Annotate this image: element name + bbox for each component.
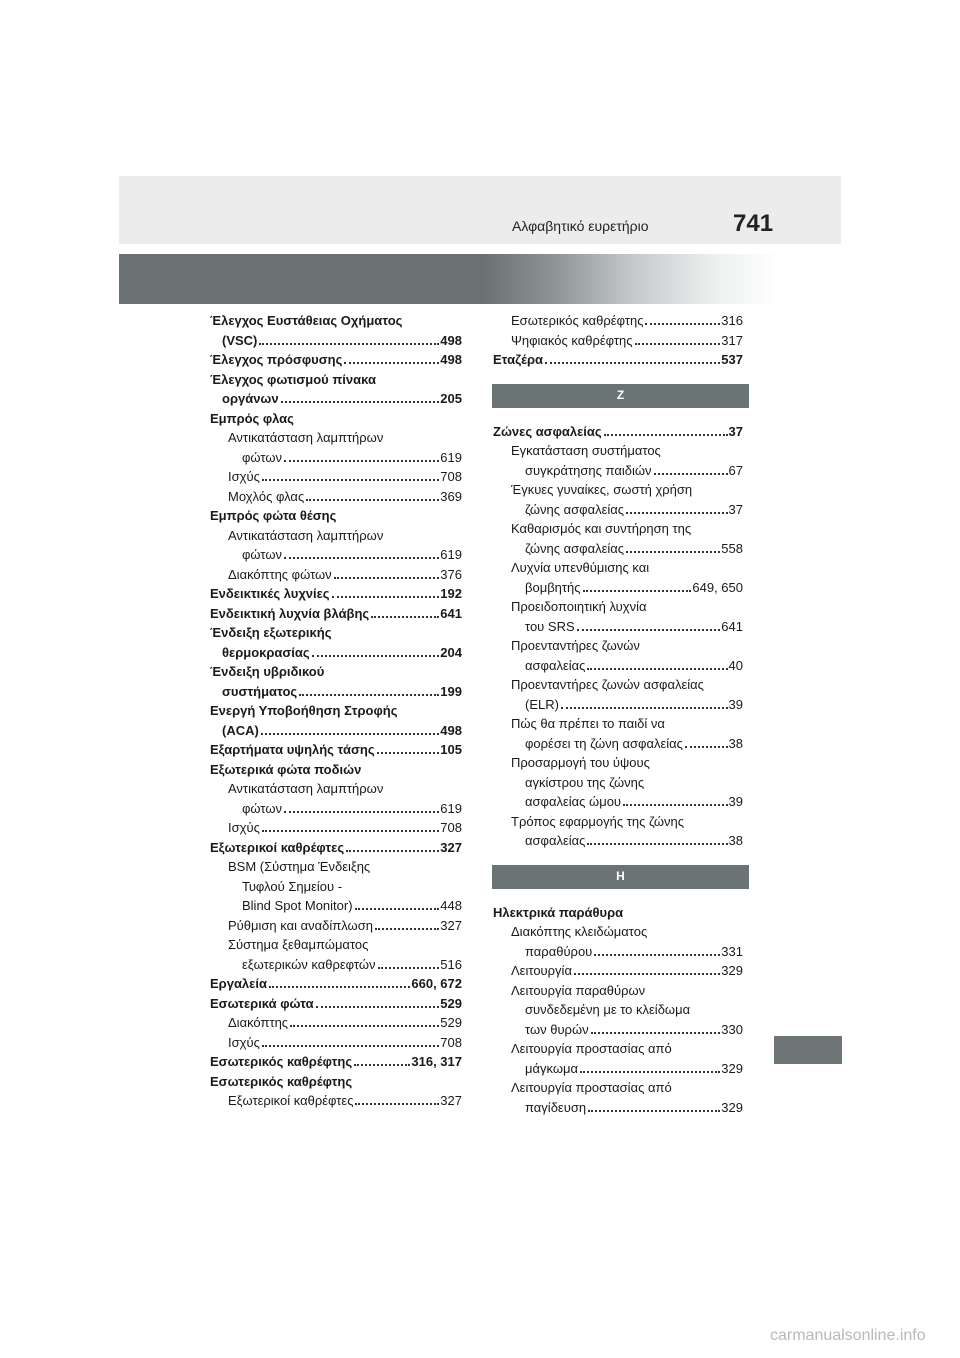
entry-text: φορέσει τη ζώνη ασφαλείας xyxy=(525,734,684,754)
dot-leader xyxy=(355,908,440,910)
page-ref: 529 xyxy=(440,1015,462,1030)
entry-text: Ψηφιακός καθρέφτης xyxy=(511,331,634,351)
entry-text: μάγκωμα xyxy=(525,1059,579,1079)
dot-leader xyxy=(281,401,440,403)
page-ref: 105 xyxy=(440,742,462,757)
index-subentry xyxy=(210,1091,462,1111)
entry-text: Διακόπτης xyxy=(228,1013,289,1033)
entry-text: ασφαλείας ώμου xyxy=(525,792,622,812)
entry-text: συστήματος xyxy=(222,682,298,702)
index-entry xyxy=(210,838,462,858)
dot-leader xyxy=(261,733,439,735)
entry-text: φώτων xyxy=(242,545,283,565)
entry-text: Λυχνία υπενθύμισης και xyxy=(511,560,650,575)
page-ref: 330 xyxy=(721,1021,743,1037)
entry-text: Τρόπος εφαρμογής της ζώνης xyxy=(511,813,684,829)
index-subentry xyxy=(493,1039,743,1078)
page-ref: 329 xyxy=(721,1060,743,1076)
entry-text: Εσωτερικός καθρέφτης xyxy=(511,311,644,331)
page-ref: 529 xyxy=(440,995,462,1011)
index-subentry xyxy=(493,981,743,1040)
page-ref: 37 xyxy=(728,423,743,439)
entry-text: Εμπρός φλας xyxy=(210,410,294,426)
index-entry xyxy=(210,409,462,429)
dot-leader xyxy=(587,843,727,845)
entry-text: Ισχύς xyxy=(228,818,261,838)
index-subentry xyxy=(210,565,462,585)
index-entry xyxy=(493,903,743,923)
entry-text: Ισχύς xyxy=(228,1033,261,1053)
page-ref: 498 xyxy=(440,722,462,738)
entry-text: Ένδειξη εξωτερικής xyxy=(210,625,332,640)
dot-leader xyxy=(626,551,720,553)
entry-text: Σύστημα ξεθαμπώματος xyxy=(228,937,369,952)
index-subentry xyxy=(493,558,743,597)
entry-text: (ACA) xyxy=(222,721,260,741)
entry-text: Έλεγχος Ευστάθειας Οχήματος xyxy=(210,313,403,328)
entry-text: Τυφλού Σημείου - xyxy=(242,878,343,894)
index-subentry xyxy=(210,526,462,565)
entry-text: βομβητής xyxy=(525,578,582,598)
dot-leader xyxy=(316,1006,440,1008)
index-subentry xyxy=(210,857,462,916)
index-entry xyxy=(210,740,462,760)
entry-text: Έγκυες γυναίκες, σωστή χρήση xyxy=(511,482,693,497)
entry-text: ασφαλείας xyxy=(525,656,586,676)
page-ref: 498 xyxy=(440,352,462,367)
entry-text: ζώνης ασφαλείας xyxy=(525,500,625,520)
page-ref: 331 xyxy=(721,943,743,959)
entry-text: παγίδευση xyxy=(525,1098,587,1118)
entry-text: Ενδεικτικές λυχνίες xyxy=(210,584,331,604)
index-entry xyxy=(493,422,743,442)
entry-text: θερμοκρασίας xyxy=(222,643,311,663)
dot-leader xyxy=(262,479,439,481)
side-tab xyxy=(774,1036,842,1064)
index-entry xyxy=(210,311,462,350)
dot-leader xyxy=(284,460,439,462)
page-ref: 327 xyxy=(440,839,462,855)
index-entry xyxy=(210,623,462,662)
entry-text: (ELR) xyxy=(525,695,560,715)
page-ref: 38 xyxy=(728,735,743,751)
dot-leader xyxy=(262,1045,439,1047)
dot-leader xyxy=(377,752,440,754)
page-ref: 619 xyxy=(440,800,462,816)
index-entry xyxy=(210,760,462,780)
dot-leader xyxy=(580,1071,720,1073)
index-subentry xyxy=(493,331,743,351)
index-subentry xyxy=(210,487,462,507)
page-ref: 641 xyxy=(721,618,743,634)
index-subentry xyxy=(210,779,462,818)
entry-text: Blind Spot Monitor) xyxy=(242,896,354,916)
entry-text: Εξωτερικοί καθρέφτες xyxy=(228,1091,354,1111)
entry-text: φώτων xyxy=(242,448,283,468)
page-ref: 192 xyxy=(440,586,462,601)
index-subentry xyxy=(210,1033,462,1053)
page-ref: 317 xyxy=(721,332,743,348)
dot-leader xyxy=(378,967,440,969)
page-ref: 641 xyxy=(440,605,462,621)
index-entry xyxy=(210,994,462,1014)
page-ref: 316, 317 xyxy=(411,1054,462,1069)
dot-leader xyxy=(375,928,439,930)
page-ref: 369 xyxy=(440,488,462,504)
dot-leader xyxy=(685,746,728,748)
page-ref: 708 xyxy=(440,820,462,835)
page-title: Αλφαβητικό ευρετήριο xyxy=(512,218,649,234)
page-ref: 327 xyxy=(440,1093,462,1108)
page-ref: 199 xyxy=(440,683,462,699)
entry-text: Εξαρτήματα υψηλής τάσης xyxy=(210,740,376,760)
dot-leader xyxy=(594,954,720,956)
entry-text: Αντικατάσταση λαμπτήρων xyxy=(228,430,384,445)
entry-text: συνδεδεμένη με το κλείδωμα xyxy=(525,1002,691,1017)
index-entry xyxy=(493,350,743,370)
page-ref: 498 xyxy=(440,332,462,348)
page-ref: 649, 650 xyxy=(692,579,743,595)
entry-text: Εξωτερικά φώτα ποδιών xyxy=(210,761,362,777)
page-ref: 67 xyxy=(728,462,743,478)
dot-leader xyxy=(312,655,440,657)
entry-text: Εργαλεία xyxy=(210,974,268,994)
index-column-left xyxy=(210,311,462,1111)
index-subentry xyxy=(493,519,743,558)
index-subentry xyxy=(493,480,743,519)
entry-text: Έλεγχος φωτισμού πίνακα xyxy=(210,371,376,387)
index-subentry xyxy=(493,441,743,480)
index-subentry xyxy=(493,675,743,714)
entry-text: Έλεγχος πρόσφυσης xyxy=(210,350,343,370)
dot-leader xyxy=(284,811,439,813)
dot-leader xyxy=(284,557,439,559)
entry-text: εξωτερικών καθρεφτών xyxy=(242,955,377,975)
entry-text: (VSC) xyxy=(222,331,258,351)
entry-text: Λειτουργία xyxy=(511,961,573,981)
dot-leader xyxy=(346,850,439,852)
index-subentry xyxy=(210,1013,462,1033)
entry-text: Ζώνες ασφαλείας xyxy=(493,422,603,442)
entry-text: Πώς θα πρέπει το παιδί να xyxy=(511,716,665,731)
index-subentry xyxy=(493,753,743,812)
index-entry xyxy=(210,701,462,740)
dot-leader xyxy=(626,512,727,514)
dot-leader xyxy=(574,973,720,975)
entry-text: Προειδοποιητική λυχνία xyxy=(511,599,647,614)
index-subentry xyxy=(210,916,462,936)
dot-leader xyxy=(654,473,728,475)
entry-text: Ηλεκτρικά παράθυρα xyxy=(493,904,624,920)
index-subentry xyxy=(210,935,462,974)
entry-text: του SRS xyxy=(525,617,576,637)
dot-leader xyxy=(299,694,439,696)
entry-text: Ισχύς xyxy=(228,467,261,487)
index-entry xyxy=(210,662,462,701)
entry-text: Εσωτερικά φώτα xyxy=(210,994,315,1014)
page-ref: 39 xyxy=(728,696,743,712)
entry-text: Ένδειξη υβριδικού xyxy=(210,664,325,679)
dot-leader xyxy=(588,1110,720,1112)
page-ref: 327 xyxy=(440,917,462,933)
index-subentry xyxy=(493,311,743,331)
entry-text: Ρύθμιση και αναδίπλωση xyxy=(228,916,374,936)
entry-text: Προσαρμογή του ύψους xyxy=(511,755,650,770)
entry-text: Εσωτερικός καθρέφτης xyxy=(210,1073,353,1089)
page-ref: 558 xyxy=(721,540,743,556)
page-ref: 205 xyxy=(440,391,462,406)
entry-text: Εταζέρα xyxy=(493,350,544,370)
dot-leader xyxy=(259,343,439,345)
entry-text: παραθύρου xyxy=(525,942,593,962)
index-subentry xyxy=(493,812,743,851)
index-entry xyxy=(210,506,462,526)
index-subentry xyxy=(493,714,743,753)
index-subentry xyxy=(210,818,462,838)
index-entry xyxy=(210,604,462,624)
index-entry xyxy=(210,1052,462,1072)
section-header-h: Η xyxy=(492,865,749,889)
dot-leader xyxy=(604,434,728,436)
entry-text: Αντικατάσταση λαμπτήρων xyxy=(228,781,384,796)
dot-leader xyxy=(355,1103,439,1105)
index-entry xyxy=(210,584,462,604)
entry-text: Διακόπτης φώτων xyxy=(228,565,333,585)
page-ref: 448 xyxy=(440,898,462,913)
entry-text: Εμπρός φώτα θέσης xyxy=(210,508,337,523)
page-ref: 708 xyxy=(440,1034,462,1050)
entry-text: Προενταντήρες ζωνών xyxy=(511,638,640,653)
entry-text: Αντικατάσταση λαμπτήρων xyxy=(228,527,384,543)
entry-text: Προενταντήρες ζωνών ασφαλείας xyxy=(511,677,704,692)
dot-leader xyxy=(371,616,439,618)
dot-leader xyxy=(545,362,720,364)
page-ref: 619 xyxy=(440,547,462,562)
page-ref: 38 xyxy=(728,833,743,848)
dot-leader xyxy=(577,629,721,631)
entry-text: αγκίστρου της ζώνης xyxy=(525,774,645,790)
entry-text: Διακόπτης κλειδώματος xyxy=(511,924,648,939)
entry-text: ζώνης ασφαλείας xyxy=(525,539,625,559)
page-ref: 619 xyxy=(440,449,462,465)
dot-leader xyxy=(306,499,439,501)
dot-leader xyxy=(344,362,439,364)
entry-text: Λειτουργία προστασίας από xyxy=(511,1041,672,1056)
entry-text: φώτων xyxy=(242,799,283,819)
entry-text: συγκράτησης παιδιών xyxy=(525,461,653,481)
page-number: 741 xyxy=(733,210,774,237)
entry-text: Εξωτερικοί καθρέφτες xyxy=(210,838,345,858)
entry-text: BSM (Σύστημα Ένδειξης xyxy=(228,859,371,874)
page-ref: 708 xyxy=(440,469,462,484)
page-ref: 316 xyxy=(721,313,743,328)
dot-leader xyxy=(334,577,440,579)
page-ref: 40 xyxy=(728,657,743,673)
index-entry xyxy=(210,370,462,409)
index-entry xyxy=(210,1072,462,1092)
dot-leader xyxy=(635,343,721,345)
dot-leader xyxy=(583,590,692,592)
entry-text: Εγκατάσταση συστήματος xyxy=(511,443,661,458)
index-subentry xyxy=(210,428,462,467)
page-ref: 537 xyxy=(721,352,743,367)
index-subentry xyxy=(493,597,743,636)
index-subentry xyxy=(493,636,743,675)
dot-leader xyxy=(561,707,728,709)
dot-leader xyxy=(587,668,727,670)
dot-leader xyxy=(290,1025,439,1027)
dot-leader xyxy=(332,596,440,598)
entry-text: Καθαρισμός και συντήρηση της xyxy=(511,521,692,536)
entry-text: Λειτουργία παραθύρων xyxy=(511,982,646,998)
entry-text: Ενεργή Υποβοήθηση Στροφής xyxy=(210,703,398,718)
index-subentry xyxy=(210,467,462,487)
index-entry xyxy=(210,350,462,370)
page-ref: 329 xyxy=(721,963,743,978)
watermark: carmanualsonline.info xyxy=(770,1327,926,1344)
header-band xyxy=(119,254,781,304)
entry-text: Λειτουργία προστασίας από xyxy=(511,1080,672,1095)
index-entry xyxy=(210,974,462,994)
entry-text: Εσωτερικός καθρέφτης xyxy=(210,1052,353,1072)
page-ref: 204 xyxy=(440,644,462,660)
dot-leader xyxy=(354,1064,410,1066)
dot-leader xyxy=(623,804,727,806)
page-ref: 376 xyxy=(440,566,462,582)
page-ref: 39 xyxy=(728,794,743,809)
dot-leader xyxy=(645,323,720,325)
dot-leader xyxy=(262,830,439,832)
dot-leader xyxy=(269,986,410,988)
page-ref: 37 xyxy=(728,501,743,517)
index-column-right xyxy=(493,311,743,1117)
index-subentry xyxy=(493,922,743,961)
entry-text: οργάνων xyxy=(222,389,280,409)
section-header-z: Ζ xyxy=(492,384,749,408)
entry-text: Ενδεικτική λυχνία βλάβης xyxy=(210,604,370,624)
page-ref: 329 xyxy=(721,1099,743,1115)
entry-text: Μοχλός φλας xyxy=(228,487,305,507)
index-subentry xyxy=(493,961,743,981)
page-ref: 516 xyxy=(440,956,462,972)
dot-leader xyxy=(591,1032,721,1034)
entry-text: των θυρών xyxy=(525,1020,590,1040)
index-subentry xyxy=(493,1078,743,1117)
page-ref: 660, 672 xyxy=(411,976,462,991)
entry-text: ασφαλείας xyxy=(525,831,586,851)
